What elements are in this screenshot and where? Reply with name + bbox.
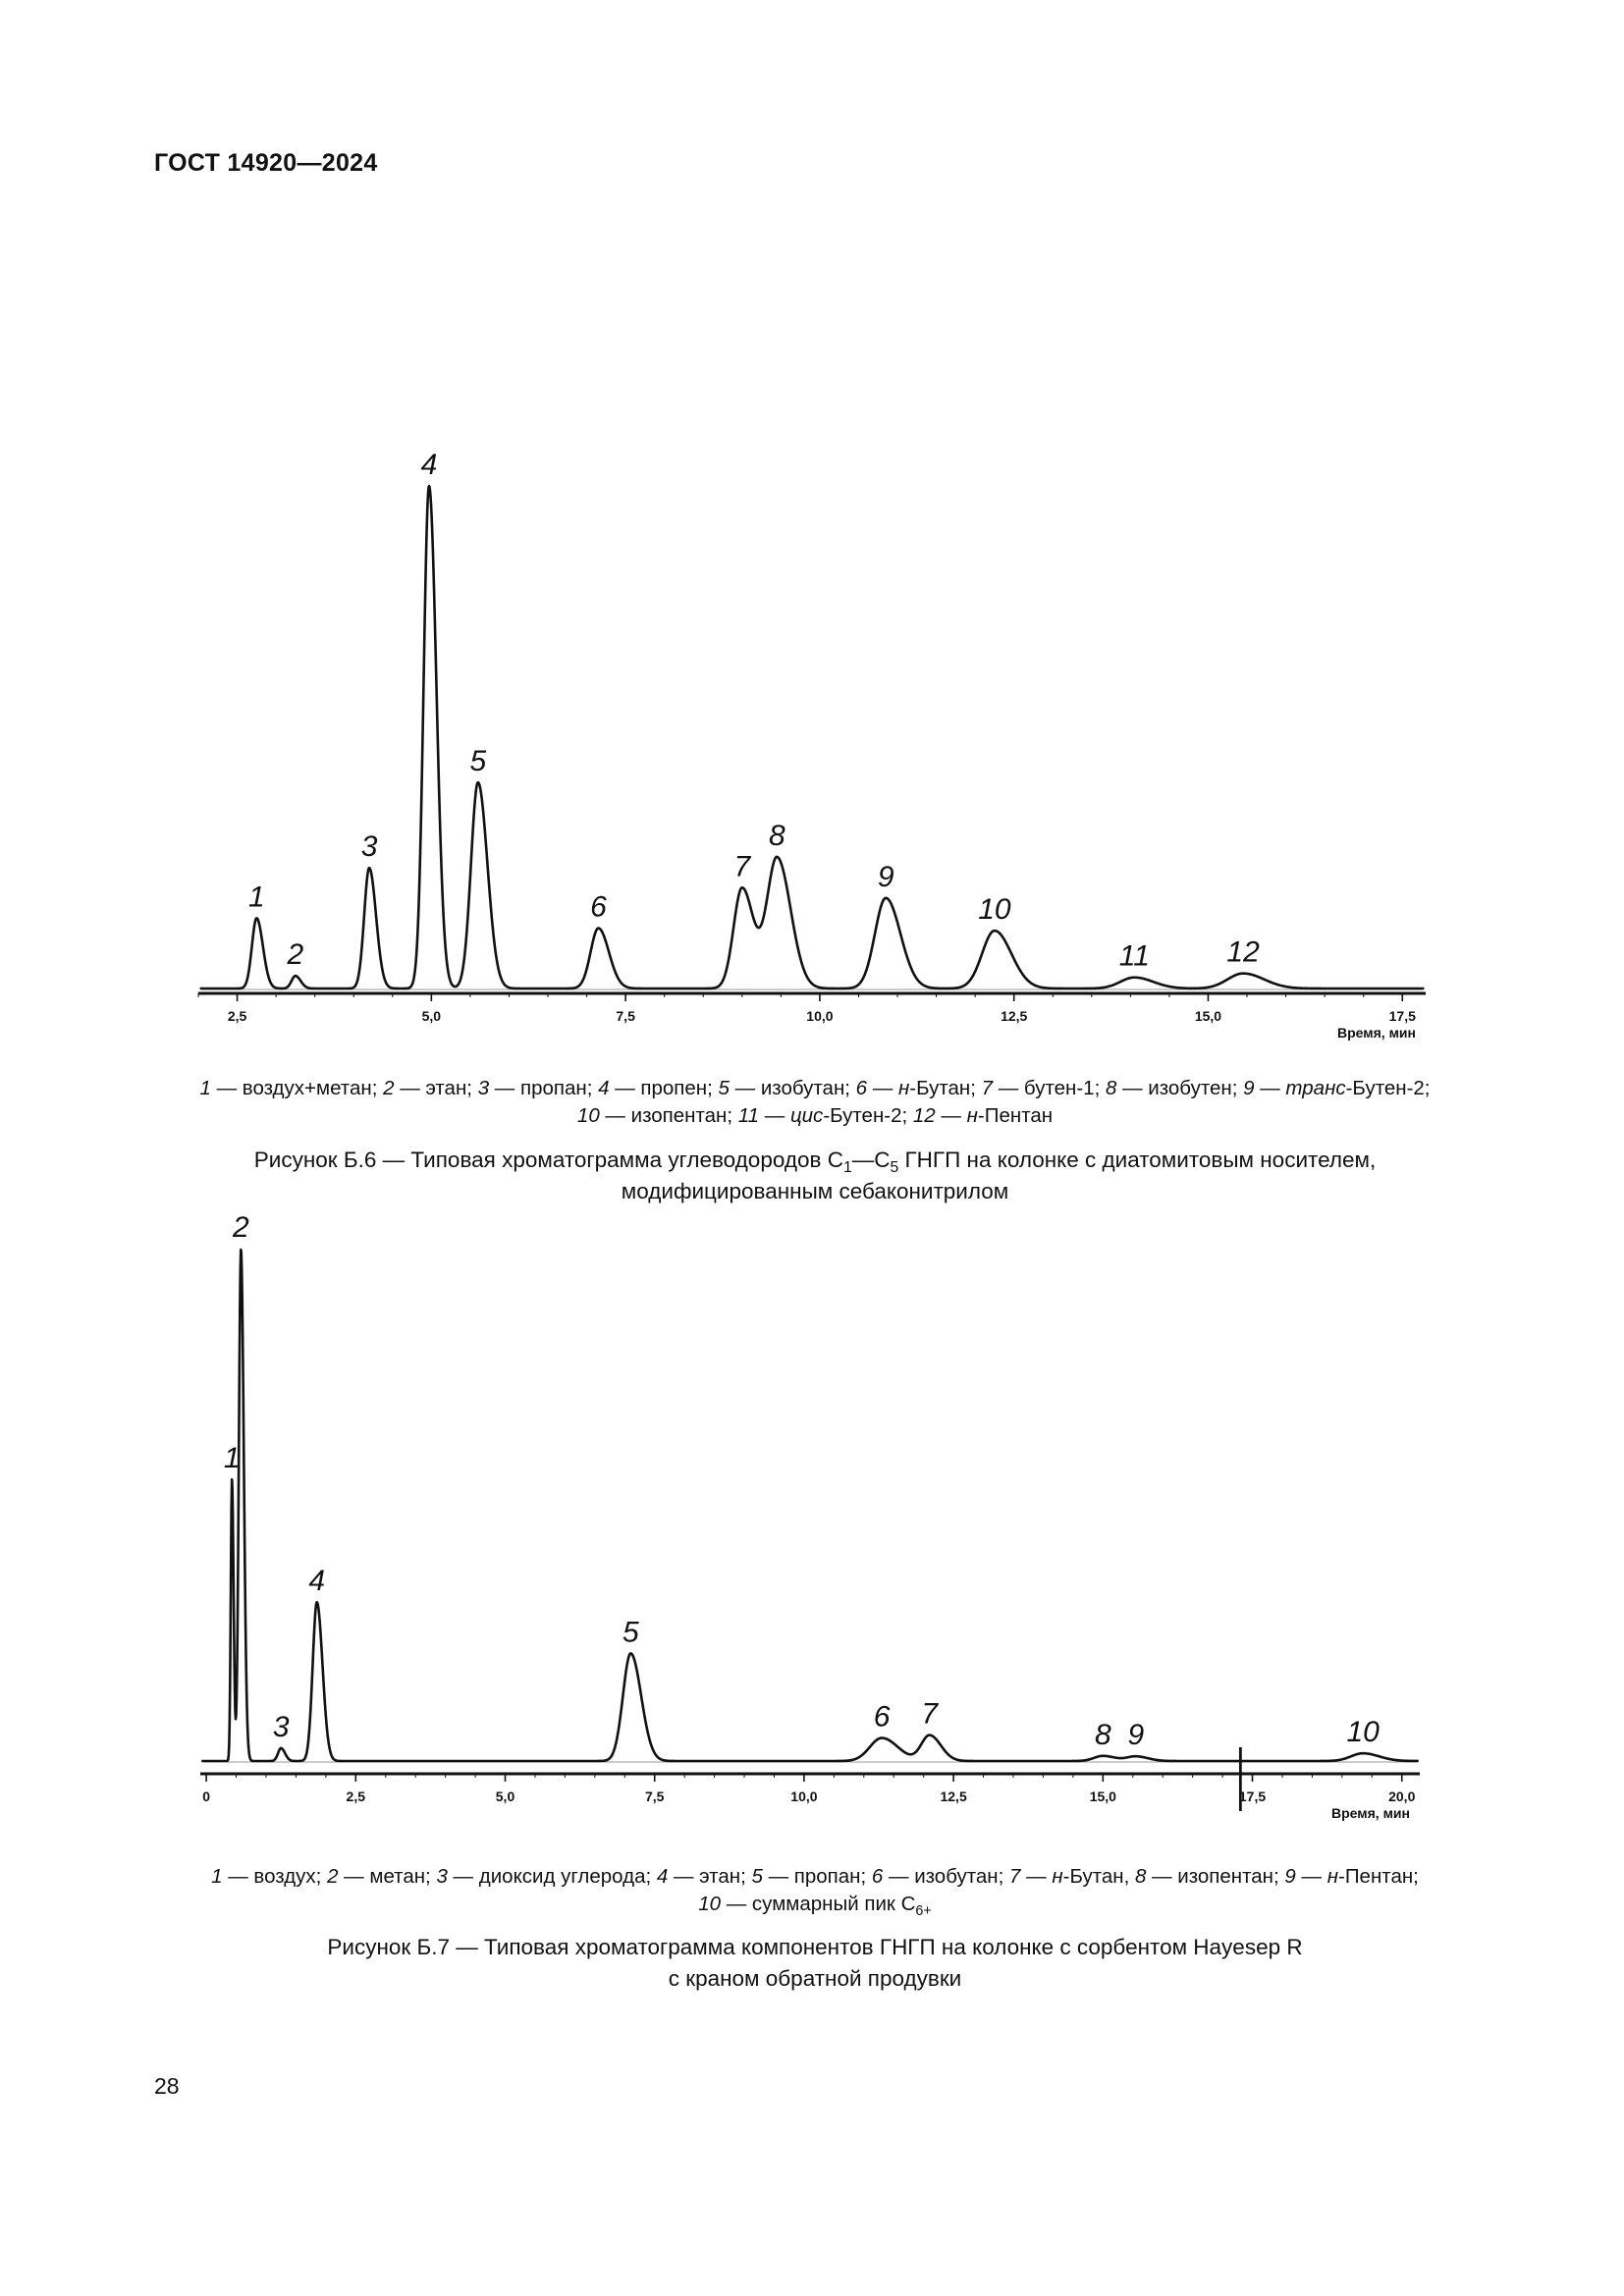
f6-legend-num-3: 3 xyxy=(477,1077,490,1099)
b6-peak-label-3: 3 xyxy=(360,830,378,864)
f6-legend-rest-6: -Бутан; xyxy=(909,1077,982,1099)
f7-legend-text-3: — диоксид углерода; xyxy=(447,1865,657,1888)
f7-legend-rest-7: -Бутан, xyxy=(1062,1865,1135,1888)
figure7-caption-line1: Рисунок Б.7 — Типовая хроматограмма компонентов ГНГП на колонке с сорбентом Hayesep R xyxy=(327,1935,1303,1959)
b7-peak-label-4: 4 xyxy=(308,1565,326,1598)
f6-legend-text-6: — xyxy=(867,1077,898,1099)
b7-tick-label: 17,5 xyxy=(1238,1789,1267,1804)
f6-legend-num-2: 2 xyxy=(383,1077,395,1099)
page-number: 28 xyxy=(154,2073,180,2099)
f7-legend-num-2: 2 xyxy=(327,1865,339,1888)
f7-legend-italic-9: н xyxy=(1326,1865,1338,1888)
f7-legend-num-1: 1 xyxy=(211,1865,223,1888)
f6-legend-num-11: 11 xyxy=(737,1104,760,1127)
b7-tick-label: 10,0 xyxy=(790,1789,818,1804)
b6-peak-label-4: 4 xyxy=(420,449,438,481)
f6-legend-num-4: 4 xyxy=(598,1077,610,1099)
figure6-caption-line1: Рисунок Б.6 — Типовая хроматограмма углеводородов $С_1—С_5$ ГНГП на колонке с диатомитовым носителем, xyxy=(253,1148,1377,1176)
b6-tick-label: 7,5 xyxy=(616,1008,635,1024)
f7-legend-text-1: — воздух; xyxy=(222,1865,328,1888)
f6-legend-rest-11: -Бутен-2; xyxy=(823,1104,913,1127)
f6-legend-rest-9: -Бутен-2; xyxy=(1345,1077,1431,1099)
f6-legend-num-12: 12 xyxy=(912,1104,936,1127)
f6-legend-num-6: 6 xyxy=(855,1077,868,1099)
b7-peak-label-7: 7 xyxy=(921,1697,939,1731)
f6-legend-italic-9: транс xyxy=(1285,1077,1346,1099)
b6-peak-label-6: 6 xyxy=(590,890,607,924)
b6-tick-label: 17,5 xyxy=(1388,1008,1416,1024)
b7-peak-label-8: 8 xyxy=(1094,1718,1111,1751)
f7-legend-rest-9: -Пентан; xyxy=(1338,1865,1419,1888)
b7-signal-trace xyxy=(201,1250,1419,1761)
b7-peak-label-6: 6 xyxy=(873,1700,891,1734)
b6-peak-label-9: 9 xyxy=(877,860,894,893)
f7-legend-text-7: — xyxy=(1020,1865,1053,1888)
b6-peak-label-7: 7 xyxy=(733,850,751,883)
f6-legend-num-8: 8 xyxy=(1105,1077,1117,1099)
f7-legend-num-3: 3 xyxy=(436,1865,448,1888)
b6-signal-trace xyxy=(200,486,1425,988)
f6-legend-text-7: — бутен-1; xyxy=(993,1077,1106,1099)
f6-legend-num-9: 9 xyxy=(1243,1077,1255,1099)
f6-legend-text-1: — воздух+метан; xyxy=(210,1077,384,1099)
f7-legend-text-2: — метан; xyxy=(338,1865,437,1888)
b6-peak-label-8: 8 xyxy=(769,819,785,852)
f7-legend-text-6: — изобутан; xyxy=(883,1865,1010,1888)
b6-peak-label-10: 10 xyxy=(978,893,1011,927)
f7-legend-num-8: 8 xyxy=(1134,1865,1147,1888)
f7-legend-num-7: 7 xyxy=(1009,1865,1021,1888)
chromatogram-b6 xyxy=(0,216,1624,1060)
figure7-legend xyxy=(108,1863,1522,1918)
b7-tick-label: 12,5 xyxy=(940,1789,967,1804)
f6-legend-rest-12: -Пентан xyxy=(977,1104,1054,1127)
f6-legend-text-5: — изобутан; xyxy=(729,1077,856,1099)
f6-legend-text-8: — изобутен; xyxy=(1116,1077,1244,1099)
b6-tick-label: 12,5 xyxy=(1001,1008,1028,1024)
f6-legend-num-1: 1 xyxy=(199,1077,211,1099)
b6-tick-label: 2,5 xyxy=(227,1008,247,1024)
b7-tick-label: 15,0 xyxy=(1089,1789,1116,1804)
f6-legend-num-7: 7 xyxy=(981,1077,994,1099)
f6-legend-italic-11: цис xyxy=(789,1104,824,1127)
figure7-caption xyxy=(108,1932,1522,1995)
f7-legend-num-9: 9 xyxy=(1284,1865,1296,1888)
b7-x-axis-label: Время, мин xyxy=(1331,1805,1410,1821)
f6-legend-text-12: — xyxy=(935,1104,967,1127)
f7-legend-italic-7: н xyxy=(1052,1865,1063,1888)
figure7-caption-line2: с краном обратной продувки xyxy=(668,1966,962,1991)
b7-tick-label: 2,5 xyxy=(346,1789,366,1804)
f7-legend-num-6: 6 xyxy=(871,1865,884,1888)
f7-legend-text-9: — xyxy=(1295,1865,1327,1888)
b7-peak-label-10: 10 xyxy=(1346,1716,1380,1749)
f6-legend-italic-6: н xyxy=(897,1077,910,1099)
b6-peak-label-12: 12 xyxy=(1226,935,1260,969)
b7-tick-label: 20,0 xyxy=(1388,1789,1416,1804)
f7-legend-text-5: — пропан; xyxy=(762,1865,872,1888)
figure6-caption-line2: модифицированным себаконитрилом xyxy=(621,1179,1009,1203)
b7-tick-label: 7,5 xyxy=(644,1789,665,1804)
b7-peak-label-2: 2 xyxy=(233,1212,249,1244)
b6-tick-label: 15,0 xyxy=(1194,1008,1222,1024)
figure7-legend-line1 xyxy=(108,1863,1522,1891)
b6-x-axis-label: Время, мин xyxy=(1337,1025,1416,1041)
b6-tick-label: 10,0 xyxy=(806,1008,834,1024)
b7-tick-label: 0 xyxy=(202,1789,210,1804)
f7-legend-num-4: 4 xyxy=(656,1865,669,1888)
f6-legend-text-11: — xyxy=(759,1104,790,1127)
chromatogram-b7 xyxy=(0,1212,1624,1841)
f6-legend-num-5: 5 xyxy=(718,1077,730,1099)
f6-legend-italic-12: н xyxy=(966,1104,978,1127)
document-header: ГОСТ 14920—2024 xyxy=(154,149,378,177)
f7-legend-text-8: — изопентан; xyxy=(1146,1865,1285,1888)
b7-peak-label-3: 3 xyxy=(272,1710,290,1743)
figure6-legend-line1 xyxy=(108,1075,1522,1102)
b7-tick-label: 5,0 xyxy=(495,1789,515,1804)
f6-legend-text-9: — xyxy=(1254,1077,1286,1099)
figure6-legend-line2 xyxy=(108,1102,1522,1130)
b6-peak-label-1: 1 xyxy=(247,881,265,914)
b7-peak-label-1: 1 xyxy=(223,1441,241,1474)
f6-legend-num-10: 10 xyxy=(576,1104,600,1127)
figure6-legend xyxy=(108,1075,1522,1130)
f6-legend-text-10: — изопентан; xyxy=(599,1104,738,1127)
b7-peak-label-5: 5 xyxy=(623,1616,639,1649)
f6-legend-text-2: — этан; xyxy=(394,1077,478,1099)
b7-peak-label-9: 9 xyxy=(1127,1719,1145,1752)
f7-legend-text-4: — этан; xyxy=(668,1865,752,1888)
f6-legend-text-3: — пропан; xyxy=(489,1077,599,1099)
figure6-caption xyxy=(108,1145,1522,1207)
b6-peak-label-11: 11 xyxy=(1118,939,1150,973)
b6-peak-label-2: 2 xyxy=(287,938,304,972)
b6-tick-label: 5,0 xyxy=(421,1008,442,1024)
figure7-legend-line2: 10 — суммарный пик $С_{6+}$ xyxy=(698,1893,932,1919)
f7-legend-num-5: 5 xyxy=(751,1865,763,1888)
b6-peak-label-5: 5 xyxy=(469,745,487,778)
f6-legend-text-4: — пропен; xyxy=(609,1077,719,1099)
